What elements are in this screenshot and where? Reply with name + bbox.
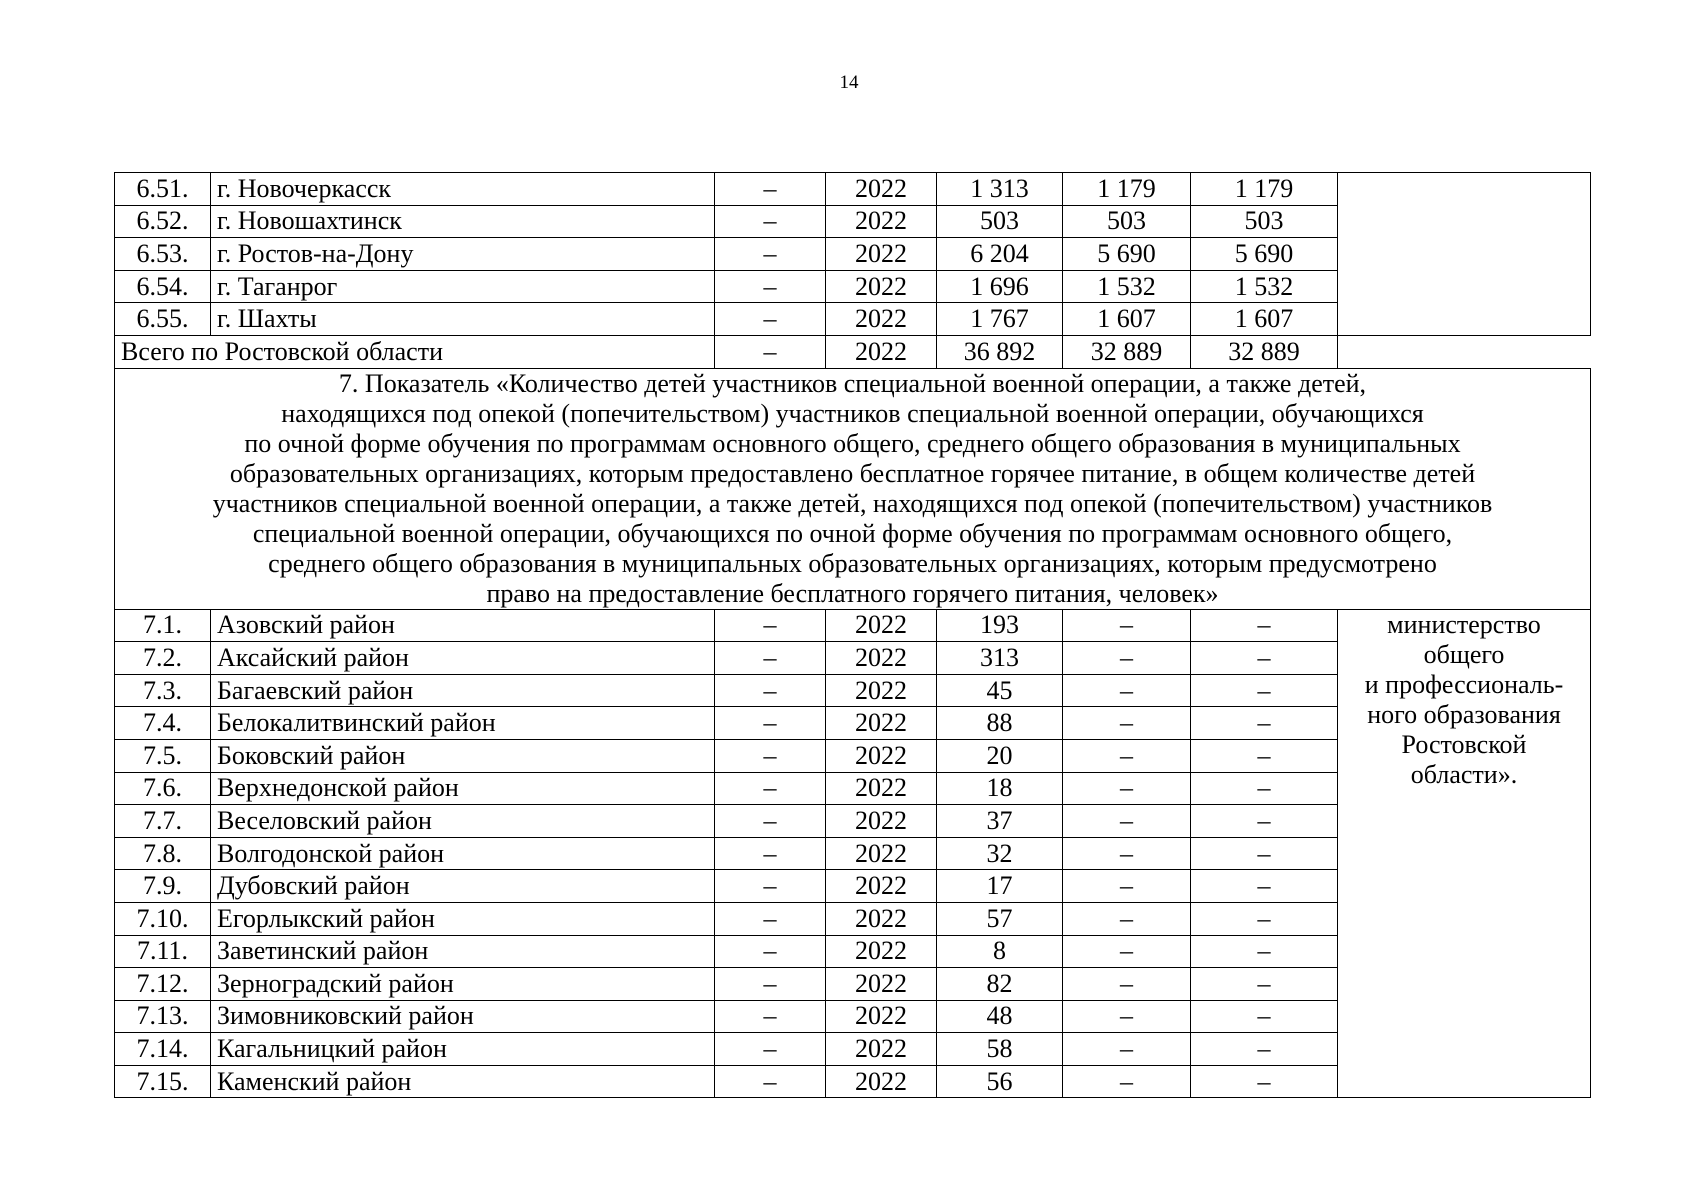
responsible-line: министерство	[1387, 609, 1541, 639]
row-dash: –	[715, 902, 826, 935]
row-year: 2022	[826, 870, 937, 903]
row-year: 2022	[826, 303, 937, 336]
row-value-3: –	[1191, 870, 1338, 903]
row-dash: –	[715, 837, 826, 870]
row-name: г. Новошахтинск	[211, 205, 715, 238]
row-number: 7.5.	[115, 739, 211, 772]
table-body-total	[115, 335, 1591, 609]
row-value-3: 1 179	[1191, 173, 1338, 206]
row-value-1: 503	[937, 205, 1063, 238]
row-value-2: –	[1063, 805, 1191, 838]
row-value-1: 6 204	[937, 238, 1063, 271]
row-value-2: 5 690	[1063, 238, 1191, 271]
total-value-3: 32 889	[1191, 335, 1338, 368]
row-number: 7.4.	[115, 707, 211, 740]
row-dash: –	[715, 968, 826, 1001]
row-value-3: –	[1191, 642, 1338, 675]
row-dash: –	[715, 1000, 826, 1033]
row-name: Азовский район	[211, 609, 715, 642]
row-number: 7.2.	[115, 642, 211, 675]
row-value-1: 37	[937, 805, 1063, 838]
row-value-3: –	[1191, 968, 1338, 1001]
row-value-1: 18	[937, 772, 1063, 805]
responsible-line: области».	[1410, 759, 1518, 789]
row-name: Аксайский район	[211, 642, 715, 675]
row-year: 2022	[826, 1000, 937, 1033]
total-label: Всего по Ростовской области	[115, 335, 715, 368]
row-value-1: 88	[937, 707, 1063, 740]
row-name: Кагальницкий район	[211, 1033, 715, 1066]
row-name: Боковский район	[211, 739, 715, 772]
row-year: 2022	[826, 238, 937, 271]
row-value-1: 57	[937, 902, 1063, 935]
row-value-1: 1 696	[937, 270, 1063, 303]
row-number: 6.52.	[115, 205, 211, 238]
page-number: 14	[839, 72, 859, 93]
row-name: Заветинский район	[211, 935, 715, 968]
row-value-3: 5 690	[1191, 238, 1338, 271]
section-7-line: образовательных организациях, которым предоставлено бесплатное горячее питание, в общем количестве детей	[229, 458, 1476, 488]
table-row	[115, 173, 1591, 206]
row-year: 2022	[826, 270, 937, 303]
row-year: 2022	[826, 707, 937, 740]
row-number: 7.8.	[115, 837, 211, 870]
row-number: 6.55.	[115, 303, 211, 336]
row-number: 7.6.	[115, 772, 211, 805]
responsible-line: ного образования	[1367, 699, 1561, 729]
row-year: 2022	[826, 173, 937, 206]
total-value-1: 36 892	[937, 335, 1063, 368]
row-name: г. Ростов-на-Дону	[211, 238, 715, 271]
row-dash: –	[715, 1065, 826, 1098]
row-value-1: 58	[937, 1033, 1063, 1066]
row-value-2: –	[1063, 642, 1191, 675]
responsible-cell-empty	[1338, 173, 1591, 336]
row-year: 2022	[826, 609, 937, 642]
section-7-line: находящихся под опекой (попечительством) участников специальной военной операции, обучающихся	[281, 398, 1424, 428]
section-7-line: право на предоставление бесплатного горячего питания, человек»	[486, 578, 1219, 608]
row-value-1: 17	[937, 870, 1063, 903]
row-year: 2022	[826, 902, 937, 935]
row-value-2: 1 607	[1063, 303, 1191, 336]
row-number: 7.12.	[115, 968, 211, 1001]
section-7-line: 7. Показатель «Количество детей участников специальной военной операции, а также детей,	[338, 368, 1367, 398]
row-dash: –	[715, 772, 826, 805]
row-value-3: 1 607	[1191, 303, 1338, 336]
section-7-line: специальной военной операции, обучающихся по очной форме обучения по программам основного общего,	[252, 518, 1453, 548]
row-year: 2022	[826, 205, 937, 238]
row-value-2: 1 532	[1063, 270, 1191, 303]
row-number: 7.7.	[115, 805, 211, 838]
row-value-3: –	[1191, 707, 1338, 740]
section-7-line: по очной форме обучения по программам основного общего, среднего общего образования в муниципальных	[244, 428, 1461, 458]
row-name: Каменский район	[211, 1065, 715, 1098]
row-value-2: –	[1063, 935, 1191, 968]
section-7-line: участников специальной военной операции, а также детей, находящихся под опекой (попечительством) участников	[212, 488, 1493, 518]
total-row	[115, 335, 1591, 368]
row-value-2: –	[1063, 1065, 1191, 1098]
row-value-1: 45	[937, 674, 1063, 707]
row-value-3: –	[1191, 772, 1338, 805]
row-number: 7.10.	[115, 902, 211, 935]
table-row	[115, 609, 1591, 642]
row-value-2: 503	[1063, 205, 1191, 238]
row-name: Дубовский район	[211, 870, 715, 903]
row-name: Волгодонской район	[211, 837, 715, 870]
responsible-line: общего	[1423, 639, 1505, 669]
row-dash: –	[715, 270, 826, 303]
row-number: 7.3.	[115, 674, 211, 707]
row-value-1: 20	[937, 739, 1063, 772]
row-value-3: –	[1191, 1000, 1338, 1033]
row-number: 6.51.	[115, 173, 211, 206]
row-number: 7.13.	[115, 1000, 211, 1033]
row-name: Белокалитвинский район	[211, 707, 715, 740]
row-value-2: 1 179	[1063, 173, 1191, 206]
row-dash: –	[715, 707, 826, 740]
row-value-1: 313	[937, 642, 1063, 675]
row-dash: –	[715, 303, 826, 336]
row-value-2: –	[1063, 1000, 1191, 1033]
row-value-1: 1 767	[937, 303, 1063, 336]
row-year: 2022	[826, 805, 937, 838]
row-value-2: –	[1063, 772, 1191, 805]
row-value-3: –	[1191, 674, 1338, 707]
row-value-3: –	[1191, 902, 1338, 935]
row-dash: –	[715, 1033, 826, 1066]
row-year: 2022	[826, 1033, 937, 1066]
row-value-3: 1 532	[1191, 270, 1338, 303]
row-number: 6.54.	[115, 270, 211, 303]
row-value-3: –	[1191, 609, 1338, 642]
section-7-heading-row	[115, 368, 1591, 609]
row-year: 2022	[826, 1065, 937, 1098]
table-body-section-6	[115, 173, 1591, 336]
row-dash: –	[715, 238, 826, 271]
row-number: 7.9.	[115, 870, 211, 903]
total-value-2: 32 889	[1063, 335, 1191, 368]
row-value-2: –	[1063, 1033, 1191, 1066]
row-value-3: –	[1191, 805, 1338, 838]
indicators-table	[114, 172, 1591, 1098]
row-name: Багаевский район	[211, 674, 715, 707]
row-number: 7.1.	[115, 609, 211, 642]
row-dash: –	[715, 805, 826, 838]
row-year: 2022	[826, 772, 937, 805]
row-year: 2022	[826, 968, 937, 1001]
table-body-section-7	[115, 609, 1591, 1098]
row-value-1: 48	[937, 1000, 1063, 1033]
section-7-heading	[115, 368, 1591, 609]
row-dash: –	[715, 674, 826, 707]
row-name: г. Шахты	[211, 303, 715, 336]
row-name: Зимовниковский район	[211, 1000, 715, 1033]
row-value-2: –	[1063, 902, 1191, 935]
row-dash: –	[715, 205, 826, 238]
row-name: г. Новочеркасск	[211, 173, 715, 206]
row-number: 6.53.	[115, 238, 211, 271]
row-dash: –	[715, 173, 826, 206]
row-value-2: –	[1063, 674, 1191, 707]
row-value-3: –	[1191, 739, 1338, 772]
row-dash: –	[715, 642, 826, 675]
row-name: Верхнедонской район	[211, 772, 715, 805]
row-dash: –	[715, 935, 826, 968]
row-year: 2022	[826, 674, 937, 707]
responsible-line: и профессиональ-	[1364, 669, 1564, 699]
row-name: Зерноградский район	[211, 968, 715, 1001]
row-value-2: –	[1063, 739, 1191, 772]
row-value-1: 82	[937, 968, 1063, 1001]
row-value-1: 32	[937, 837, 1063, 870]
row-value-1: 56	[937, 1065, 1063, 1098]
row-value-2: –	[1063, 837, 1191, 870]
row-number: 7.14.	[115, 1033, 211, 1066]
total-dash: –	[715, 335, 826, 368]
row-value-2: –	[1063, 968, 1191, 1001]
row-value-1: 193	[937, 609, 1063, 642]
row-dash: –	[715, 870, 826, 903]
row-dash: –	[715, 609, 826, 642]
row-value-3: –	[1191, 1065, 1338, 1098]
row-name: Веселовский район	[211, 805, 715, 838]
row-number: 7.11.	[115, 935, 211, 968]
row-dash: –	[715, 739, 826, 772]
row-value-3: –	[1191, 1033, 1338, 1066]
row-value-2: –	[1063, 707, 1191, 740]
row-name: Егорлыкский район	[211, 902, 715, 935]
row-year: 2022	[826, 642, 937, 675]
row-value-1: 1 313	[937, 173, 1063, 206]
row-name: г. Таганрог	[211, 270, 715, 303]
responsible-body	[1338, 609, 1591, 1098]
row-value-2: –	[1063, 609, 1191, 642]
section-7-line: среднего общего образования в муниципальных образовательных организациях, которым предусмотрено	[268, 548, 1437, 578]
row-value-1: 8	[937, 935, 1063, 968]
row-value-3: 503	[1191, 205, 1338, 238]
row-number: 7.15.	[115, 1065, 211, 1098]
row-value-2: –	[1063, 870, 1191, 903]
row-year: 2022	[826, 837, 937, 870]
total-year: 2022	[826, 335, 937, 368]
row-year: 2022	[826, 739, 937, 772]
row-value-3: –	[1191, 837, 1338, 870]
row-value-3: –	[1191, 935, 1338, 968]
row-year: 2022	[826, 935, 937, 968]
responsible-line: Ростовской	[1401, 729, 1527, 759]
